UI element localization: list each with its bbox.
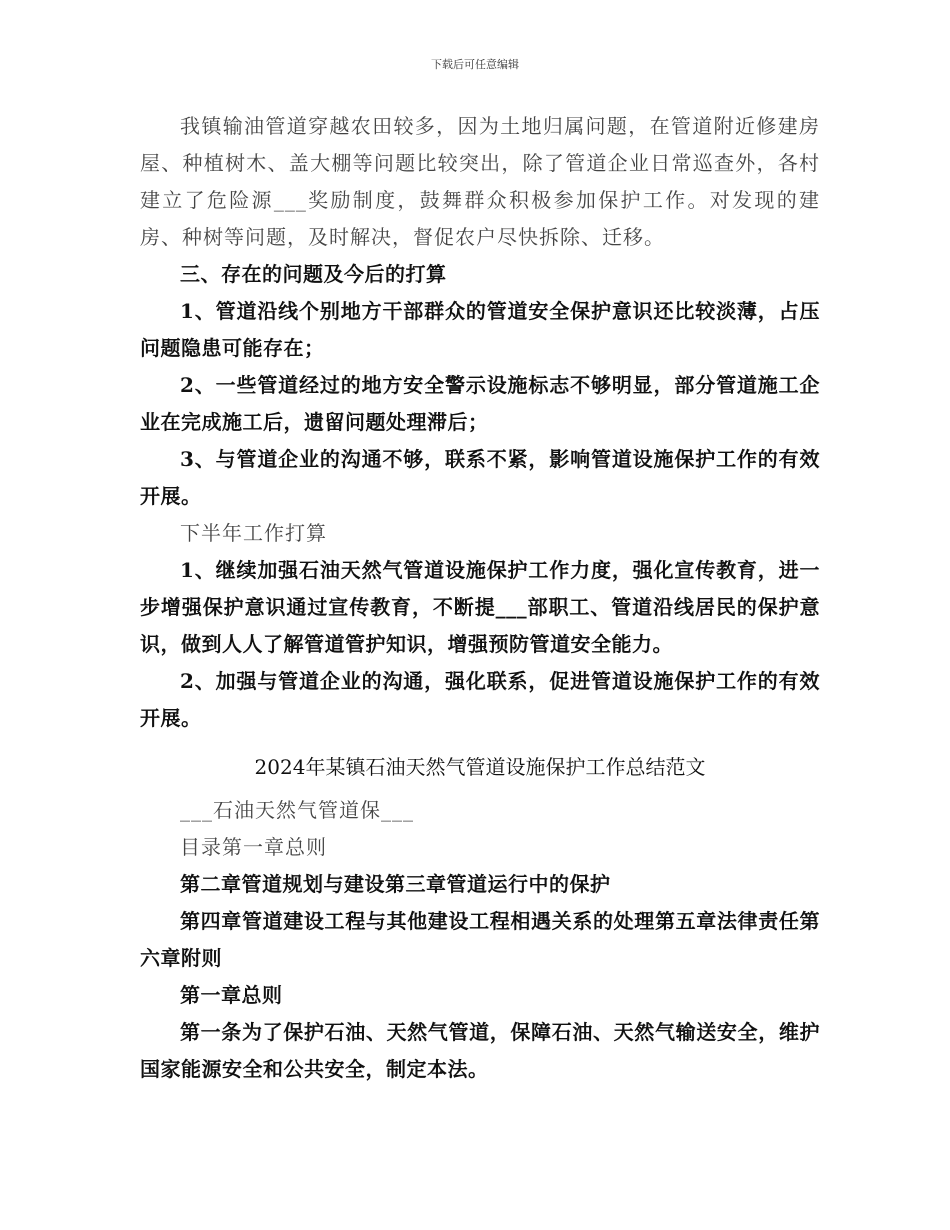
chapter-heading-general: 第一章总则 (180, 983, 283, 1007)
document-title: 2024年某镇石油天然气管道设施保护工作总结范文 (254, 755, 706, 779)
section-heading-plan: 下半年工作打算 (180, 521, 327, 545)
article-1: 第一条为了保护石油、天然气管道，保障石油、天然气输送安全，维护国家能源安全和公共安全，制定本法。 (140, 1020, 820, 1081)
plan-item-1: 1、继续加强石油天然气管道设施保护工作力度，强化宣传教育，进一步增强保护意识通过宣传教育，不断提___部职工、管道沿线居民的保护意识，做到人人了解管道管护知识，增强预防管道安全能力。 (140, 558, 820, 656)
table-of-contents-line-1: 目录第一章总则 (180, 835, 327, 859)
table-of-contents-line-3: 第四章管道建设工程与其他建设工程相遇关系的处理第五章法律责任第六章附则 (140, 909, 820, 970)
section-heading-problems: 三、存在的问题及今后的打算 (180, 262, 447, 286)
page-header: 下载后可任意编辑 (431, 58, 519, 71)
paragraph-pipeline-inspection: 我镇输油管道穿越农田较多，因为土地归属问题，在管道附近修建房屋、种植树木、盖大棚等问题比较突出，除了管道企业日常巡查外，各村建立了危险源___奖励制度，鼓舞群众积极参加保护工作。对发现的建房、种树等问题，及时解决，督促农户尽快拆除、迁移。 (140, 114, 820, 249)
document-body (140, 108, 820, 1088)
plan-item-2: 2、加强与管道企业的沟通，强化联系，促进管道设施保护工作的有效开展。 (140, 669, 820, 730)
problem-item-2: 2、一些管道经过的地方安全警示设施标志不够明显，部分管道施工企业在完成施工后，遗留问题处理滞后； (140, 373, 820, 434)
table-of-contents-line-2: 第二章管道规划与建设第三章管道运行中的保护 (180, 872, 611, 896)
law-name-line: ___石油天然气管道保___ (180, 798, 414, 822)
problem-item-1: 1、管道沿线个别地方干部群众的管道安全保护意识还比较淡薄，占压问题隐患可能存在； (140, 299, 820, 360)
problem-item-3: 3、与管道企业的沟通不够，联系不紧，影响管道设施保护工作的有效开展。 (140, 447, 820, 508)
